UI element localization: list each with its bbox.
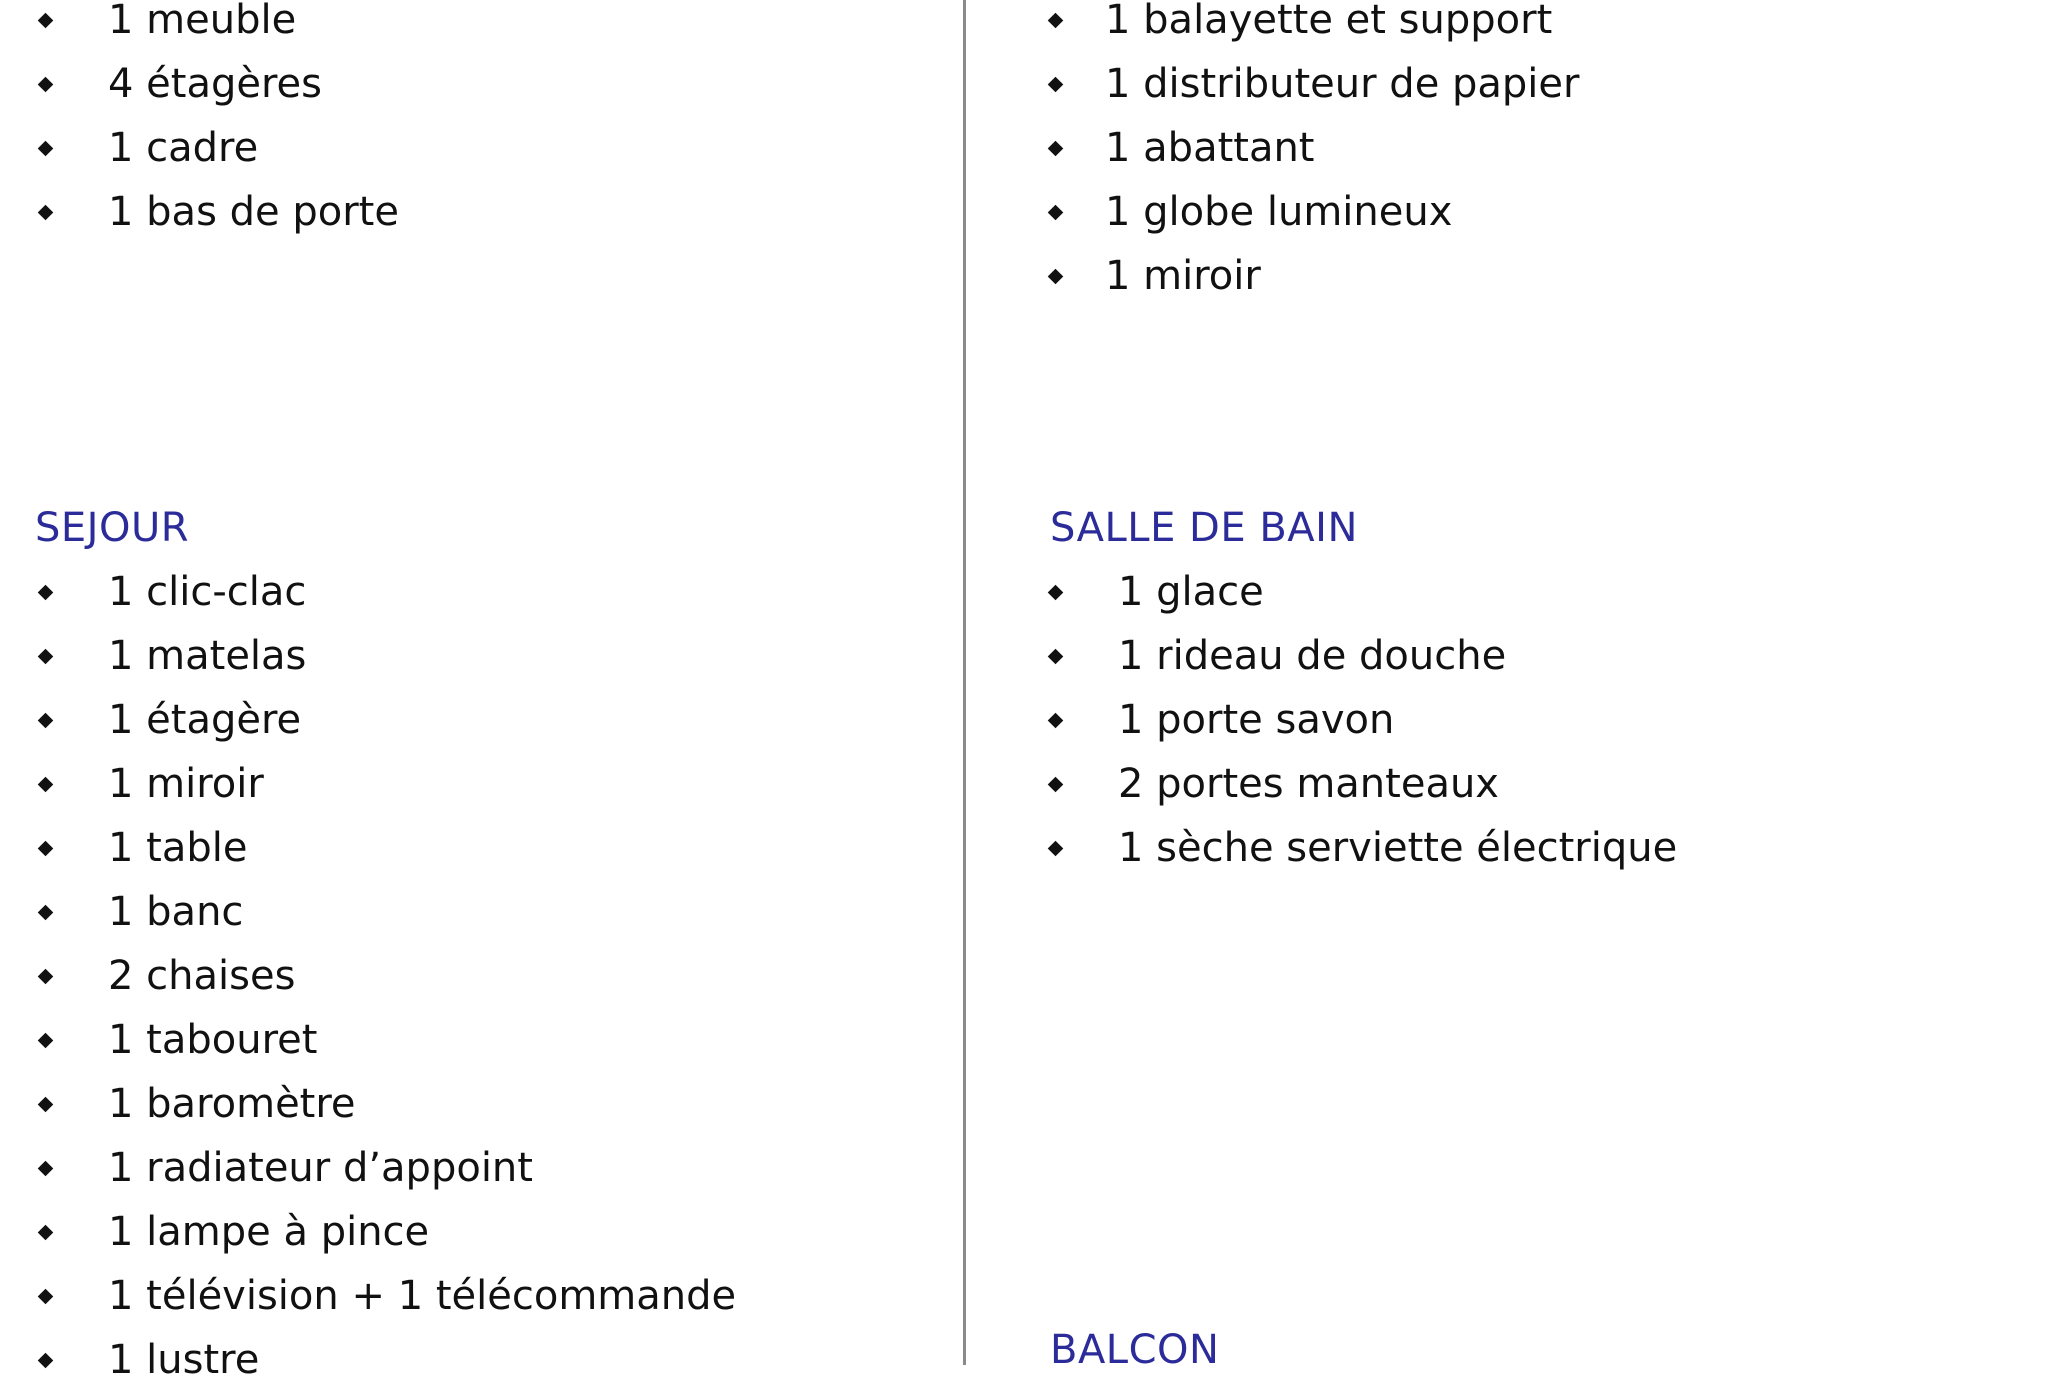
list-item-label: 1 meuble (108, 0, 297, 43)
list-item (40, 1008, 940, 1072)
list-item-label: 1 étagère (108, 697, 302, 743)
diamond-bullet-icon (38, 585, 54, 601)
list-item (40, 0, 940, 52)
list-item (40, 1264, 940, 1328)
diamond-bullet-icon (38, 205, 54, 221)
list-item (1050, 560, 2010, 624)
diamond-bullet-icon (1048, 77, 1064, 93)
diamond-bullet-icon (1048, 713, 1064, 729)
list-item-label: 1 miroir (1105, 253, 1261, 299)
diamond-bullet-icon (1048, 585, 1064, 601)
list-item (40, 1200, 940, 1264)
diamond-bullet-icon (38, 1033, 54, 1049)
list-item-label: 1 glace (1118, 569, 1264, 615)
right-top-list (1050, 0, 2010, 308)
list-item (40, 688, 940, 752)
diamond-bullet-icon (38, 77, 54, 93)
diamond-bullet-icon (1048, 649, 1064, 665)
list-item (40, 944, 940, 1008)
list-item (1050, 816, 2010, 880)
list-item-label: 1 tabouret (108, 1017, 318, 1063)
list-item (40, 1136, 940, 1200)
diamond-bullet-icon (38, 1225, 54, 1241)
list-item-label: 1 baromètre (108, 1081, 356, 1127)
list-item (40, 880, 940, 944)
list-item-label: 1 distributeur de papier (1105, 61, 1580, 107)
list-item-label: 1 bas de porte (108, 189, 399, 235)
list-item (1050, 752, 2010, 816)
list-item-label: 1 abattant (1105, 125, 1315, 171)
list-item (1050, 244, 2010, 308)
list-item (1050, 116, 2010, 180)
list-item (40, 116, 940, 180)
list-item (40, 752, 940, 816)
section-heading-balcon: BALCON (1050, 1327, 1220, 1373)
list-item-label: 1 miroir (108, 761, 264, 807)
list-item (40, 52, 940, 116)
diamond-bullet-icon (38, 1161, 54, 1177)
list-item (1050, 624, 2010, 688)
list-item-label: 2 portes manteaux (1118, 761, 1499, 807)
list-item-label: 1 matelas (108, 633, 307, 679)
diamond-bullet-icon (38, 905, 54, 921)
list-item-label: 1 globe lumineux (1105, 189, 1453, 235)
list-item-label: 1 banc (108, 889, 244, 935)
diamond-bullet-icon (38, 13, 54, 29)
section-heading-sejour: SEJOUR (35, 505, 190, 551)
diamond-bullet-icon (1048, 269, 1064, 285)
list-item (40, 180, 940, 244)
diamond-bullet-icon (38, 969, 54, 985)
left-top-list (40, 0, 940, 244)
list-item-label: 1 sèche serviette électrique (1118, 825, 1678, 871)
list-item-label: 1 clic-clac (108, 569, 307, 615)
list-item (40, 1072, 940, 1136)
list-item-label: 1 balayette et support (1105, 0, 1553, 43)
diamond-bullet-icon (38, 1097, 54, 1113)
list-item-label: 4 étagères (108, 61, 322, 107)
list-item-label: 1 porte savon (1118, 697, 1395, 743)
list-item (40, 816, 940, 880)
list-item-label: 1 radiateur d’appoint (108, 1145, 533, 1191)
list-item (1050, 0, 2010, 52)
diamond-bullet-icon (1048, 13, 1064, 29)
list-item (1050, 688, 2010, 752)
list-item (40, 1328, 940, 1392)
diamond-bullet-icon (1048, 205, 1064, 221)
diamond-bullet-icon (1048, 841, 1064, 857)
list-item-label: 1 lampe à pince (108, 1209, 430, 1255)
diamond-bullet-icon (38, 841, 54, 857)
column-divider (963, 0, 966, 1365)
diamond-bullet-icon (38, 1289, 54, 1305)
list-item-label: 1 lustre (108, 1337, 260, 1383)
diamond-bullet-icon (1048, 777, 1064, 793)
diamond-bullet-icon (38, 1353, 54, 1369)
list-item (1050, 180, 2010, 244)
list-item-label: 1 rideau de douche (1118, 633, 1507, 679)
sejour-list (40, 560, 940, 1392)
list-item-label: 1 table (108, 825, 248, 871)
diamond-bullet-icon (38, 777, 54, 793)
salle-de-bain-list (1050, 560, 2010, 880)
list-item-label: 2 chaises (108, 953, 296, 999)
diamond-bullet-icon (38, 649, 54, 665)
diamond-bullet-icon (38, 713, 54, 729)
section-heading-salle-de-bain: SALLE DE BAIN (1050, 505, 1358, 551)
list-item-label: 1 télévision + 1 télécommande (108, 1273, 737, 1319)
list-item (40, 560, 940, 624)
list-item-label: 1 cadre (108, 125, 259, 171)
list-item (1050, 52, 2010, 116)
list-item (40, 624, 940, 688)
diamond-bullet-icon (1048, 141, 1064, 157)
diamond-bullet-icon (38, 141, 54, 157)
